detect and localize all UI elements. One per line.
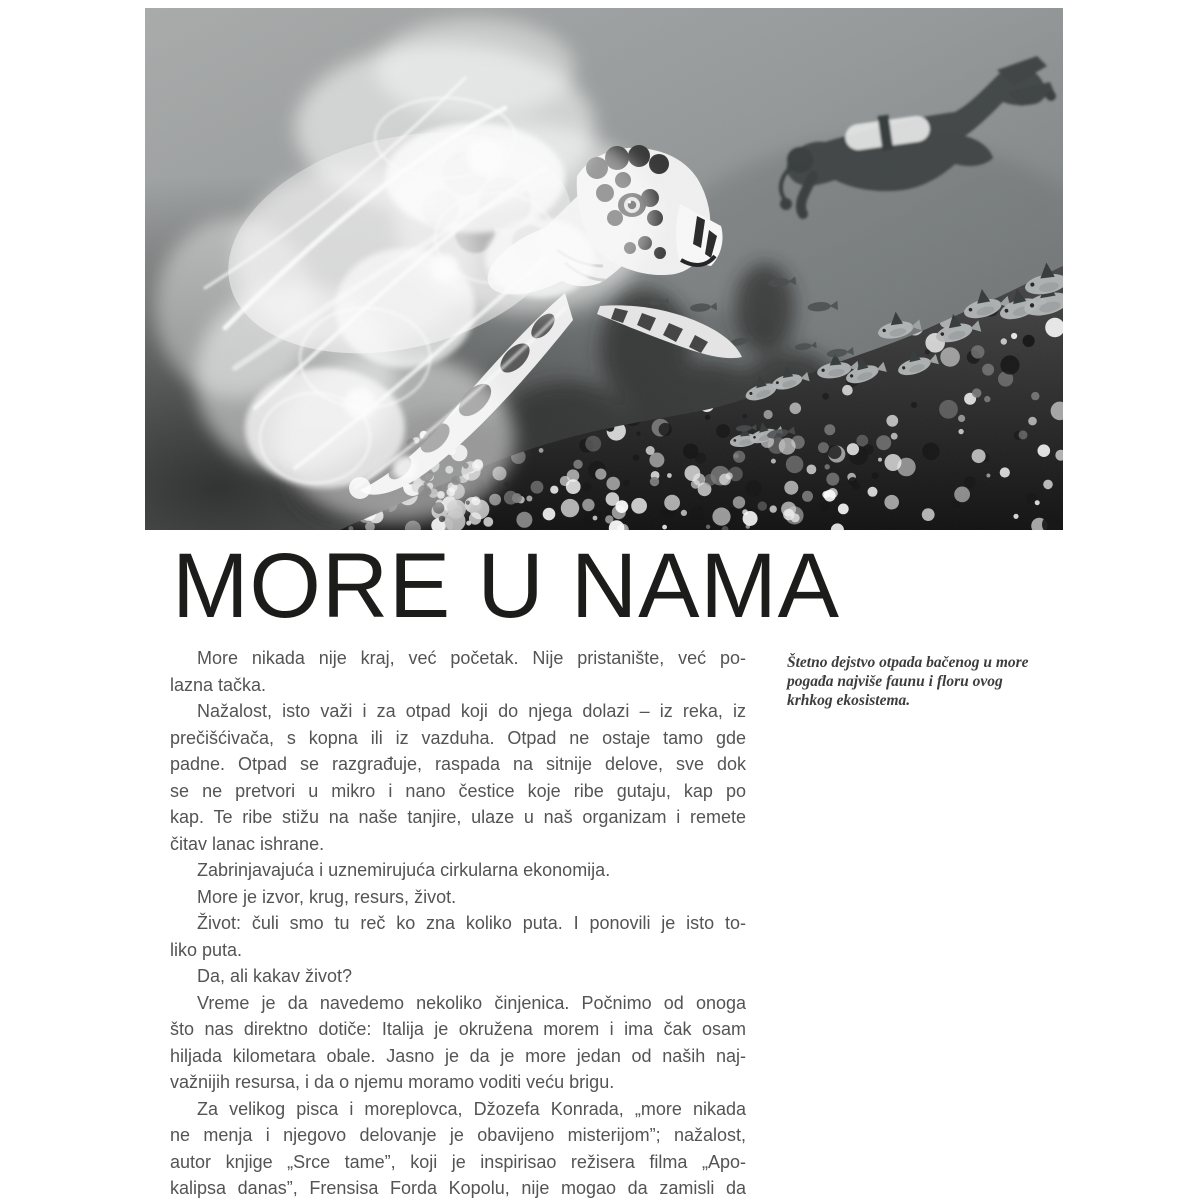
text-line: Život: čuli smo tu reč ko zna koliko puta. I ponovili je isto to- (197, 913, 746, 933)
text-line: čitav lanac ishrane. (170, 833, 325, 854)
text-line: što nas direktno dotiče: Italija je okružena morem i ima čak osam (170, 1019, 746, 1039)
text-line: Nažalost, isto važi i za otpad koji do njega dolazi – iz reka, iz (197, 701, 746, 721)
text-line: važnijih resursa, i da o njemu moramo voditi veću brigu. (170, 1072, 615, 1092)
hero-photo (145, 8, 1063, 530)
caption-line: Štetno dejstvo otpada bačenog u more (787, 654, 1029, 671)
text-line: liko puta. (170, 939, 243, 960)
text-line: Za velikog pisca i moreplovca, Džozefa Konrada, „more nikada (197, 1098, 746, 1119)
page-title-text: MORE U NAMA (172, 535, 840, 637)
article-body (170, 645, 746, 1202)
page-title (172, 535, 840, 637)
text-line: prečišćivača, s kopna ili iz vazduha. Otpad ne ostaje tamo gde (170, 727, 746, 748)
film-grain (145, 8, 1063, 530)
text-line: kalipsa danas”, Frensisa Forda Kopolu, nije mogao da zamisli da (170, 1178, 746, 1198)
text-line: se ne pretvori u mikro i nano čestice koje ribe gutaju, kap po (170, 780, 746, 801)
text-line: padne. Otpad se razgrađuje, raspada na sitnije delove, sve dok (170, 754, 746, 774)
text-line: Zabrinjavajuća i uznemirujuća cirkularna ekonomija. (197, 860, 611, 880)
text-line: kap. Te ribe stižu na naše tanjire, ulaze u naš organizam i remete (170, 807, 746, 827)
text-line: lazna tačka. (170, 674, 267, 695)
text-line: ne menja i njegovo delovanje je obavijeno misterijom”; nažalost, (170, 1125, 746, 1145)
text-line: More je izvor, krug, resurs, život. (197, 886, 457, 907)
text-line: More nikada nije kraj, već početak. Nije pristanište, već po- (197, 648, 746, 668)
text-line: Da, ali kakav život? (197, 966, 353, 986)
caption-line: pogađa najviše faunu i floru ovog (787, 673, 1003, 690)
underwater-scene (145, 8, 1063, 530)
text-line: hiljada kilometara obale. Jasno je da je more jedan od naših naj- (170, 1045, 746, 1066)
text-line: Vreme je da navedemo nekoliko činjenica. Počnimo od onoga (197, 992, 746, 1013)
photo-caption (787, 653, 1047, 710)
text-line: autor knjige „Srce tame”, koji je inspirisao režisera filma „Apo- (170, 1151, 746, 1172)
caption-line: krhkog ekosistema. (787, 692, 911, 709)
